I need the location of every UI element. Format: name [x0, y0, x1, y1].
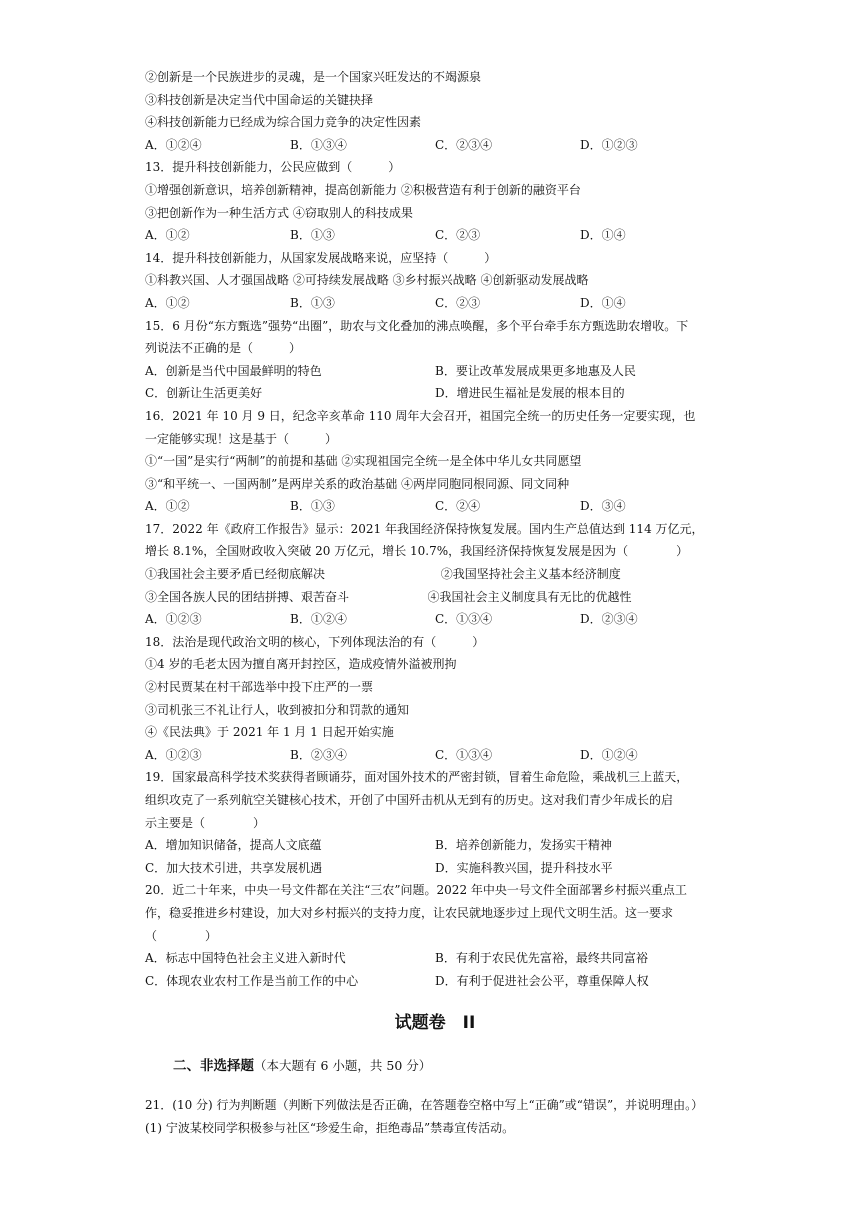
q20-stem-line-1: 20．近二十年来，中央一号文件都在关注“三农”问题。2022 年中央一号文件全面部署乡村振兴重点工 [145, 883, 687, 898]
q16-option-a: A．①② [145, 499, 190, 514]
part-heading [173, 1052, 725, 1080]
q16-option-c: C．②④ [435, 499, 481, 514]
q12-option-b: B．①③④ [290, 137, 347, 152]
q19-stem-line-1: 19．国家最高科学技术奖获得者顾诵芬，面对国外技术的严密封锁，冒着生命危险，乘战机三上蓝天， [145, 770, 689, 785]
q19-option-c: C．加大技术引进，共享发展机遇 [145, 860, 323, 875]
q20-option-c: C．体现农业农村工作是当前工作的中心 [145, 973, 359, 988]
q12-options [145, 134, 725, 157]
q12-item-2: ②创新是一个民族进步的灵魂，是一个国家兴旺发达的不竭源泉 [145, 70, 482, 84]
q13-items-2: ③把创新作为一种生活方式 ④窃取别人的科技成果 [145, 205, 413, 220]
q17-options [145, 608, 725, 631]
q17-option-d: D．②③④ [580, 612, 638, 627]
q17-stem-line-2: 增长 8.1%，全国财政收入突破 20 万亿元，增长 10.7%，我国经济保持恢复发展是因为（ ） [145, 544, 689, 559]
part-note: （本大题有 6 小题，共 50 分） [254, 1058, 432, 1074]
q16-stem-line-2: 一定能够实现！这是基于（ ） [145, 431, 338, 446]
q18-item-2: ②村民贾某在村干部选举中投下庄严的一票 [145, 680, 374, 695]
q18-option-b: B．②③④ [290, 747, 347, 762]
part-label: 二、非选择题 [173, 1058, 254, 1075]
q19-stem-line-3: 示主要是（ ） [145, 815, 266, 830]
q14-option-b: B．①③ [290, 295, 335, 310]
q20-options-row-1 [145, 947, 725, 970]
q12-option-a: A．①②④ [145, 137, 202, 152]
q13-option-a: A．①② [145, 228, 190, 243]
q20-option-b: B．有利于农民优先富裕，最终共同富裕 [435, 951, 648, 966]
q15-option-a: A．创新是当代中国最鲜明的特色 [145, 363, 322, 378]
q18-item-4: ④《民法典》于 2021 年 1 月 1 日起开始实施 [145, 725, 394, 740]
q15-stem-line-2: 列说法不正确的是（ ） [145, 341, 302, 356]
q20-options-row-2 [145, 970, 725, 993]
section-title: 试题卷 II [394, 1013, 476, 1034]
q16-options [145, 495, 725, 518]
q18-item-3: ③司机张三不礼让行人，收到被扣分和罚款的通知 [145, 702, 410, 717]
q14-items: ①科教兴国、人才强国战略 ②可持续发展战略 ③乡村振兴战略 ④创新驱动发展战略 [145, 273, 589, 288]
q18-option-a: A．①②③ [145, 747, 202, 762]
q17-items-row-2 [145, 586, 725, 609]
q14-option-a: A．①② [145, 295, 190, 310]
q13-stem: 13．提升科技创新能力，公民应做到（ ） [145, 160, 401, 175]
q15-stem-line-1: 15．6 月份“东方甄选”强势“出圈”，助农与文化叠加的沸点唤醒，多个平台牵手东方甄选助农增收。下 [145, 318, 689, 333]
q15-options-row-2 [145, 382, 725, 405]
exam-page [145, 66, 725, 1140]
q18-option-d: D．①②④ [580, 747, 638, 762]
q17-item-1: ①我国社会主要矛盾已经彻底解决 [145, 567, 326, 582]
q13-option-b: B．①③ [290, 228, 335, 243]
q17-option-a: A．①②③ [145, 612, 202, 627]
q12-item-4: ④科技创新能力已经成为综合国力竞争的决定性因素 [145, 115, 422, 130]
q20-stem-line-2: 作，稳妥推进乡村建设，加大对乡村振兴的支持力度，让农民就地逐步过上现代文明生活。这一要求 [145, 905, 674, 920]
q16-option-b: B．①③ [290, 499, 335, 514]
q17-option-b: B．①②④ [290, 612, 347, 627]
q19-options-row-2 [145, 857, 725, 880]
q17-items-row-1 [145, 563, 725, 586]
q19-option-b: B．培养创新能力，发扬实干精神 [435, 838, 612, 853]
q12-option-c: C．②③④ [435, 137, 493, 152]
q19-stem-line-2: 组织攻克了一系列航空关键核心技术，开创了中国歼击机从无到有的历史。这对我们青少年成长的启 [145, 793, 674, 807]
q19-option-d: D．实施科教兴国，提升科技水平 [435, 860, 613, 875]
q20-option-d: D．有利于促进社会公平，尊重保障人权 [435, 973, 649, 988]
q17-item-3: ③全国各族人民的团结拼搏、艰苦奋斗 [145, 589, 350, 604]
q12-item-3: ③科技创新是决定当代中国命运的关键抉择 [145, 92, 374, 107]
q21-item-1: (1) 宁波某校同学积极参与社区“珍爱生命，拒绝毒品”禁毒宣传活动。 [145, 1120, 515, 1135]
q18-item-1: ①4 岁的毛老太因为擅自离开封控区，造成疫情外溢被刑拘 [145, 657, 457, 672]
q12-option-d: D．①②③ [580, 137, 638, 152]
q14-option-d: D．①④ [580, 295, 626, 310]
q14-stem: 14．提升科技创新能力，从国家发展战略来说，应坚持（ ） [145, 250, 497, 265]
q15-option-d: D．增进民生福祉是发展的根本目的 [435, 386, 625, 401]
q18-options [145, 744, 725, 767]
q19-option-a: A．增加知识储备，提高人文底蕴 [145, 838, 322, 853]
q18-option-c: C．①③④ [435, 747, 493, 762]
q15-option-c: C．创新让生活更美好 [145, 386, 263, 401]
q20-option-a: A．标志中国特色社会主义进入新时代 [145, 951, 346, 966]
q17-item-2: ②我国坚持社会主义基本经济制度 [440, 567, 621, 582]
q15-options-row-1 [145, 360, 725, 383]
q19-options-row-1 [145, 834, 725, 857]
q17-item-4: ④我国社会主义制度具有无比的优越性 [427, 589, 632, 604]
q16-option-d: D．③④ [580, 499, 626, 514]
q13-items-1: ①增强创新意识，培养创新精神，提高创新能力 ②积极营造有利于创新的融资平台 [145, 182, 581, 197]
q18-stem: 18．法治是现代政治文明的核心，下列体现法治的有（ ） [145, 634, 485, 649]
q16-items-2: ③“和平统一、一国两制”是两岸关系的政治基础 ④两岸同胞同根同源、同文同种 [145, 476, 570, 491]
q13-option-d: D．①④ [580, 228, 626, 243]
q17-stem-line-1: 17．2022 年《政府工作报告》显示：2021 年我国经济保持恢复发展。国内生产总值达到 114 万亿元， [145, 521, 704, 536]
q13-option-c: C．②③ [435, 228, 481, 243]
q17-option-c: C．①③④ [435, 612, 493, 627]
q16-stem-line-1: 16．2021 年 10 月 9 日，纪念辛亥革命 110 周年大会召开，祖国完全统一的历史任务一定要实现，也 [145, 408, 696, 423]
q13-options [145, 224, 725, 247]
q14-options [145, 292, 725, 315]
q14-option-c: C．②③ [435, 295, 481, 310]
q16-items-1: ①“一国”是实行“两制”的前提和基础 ②实现祖国完全统一是全体中华儿女共同愿望 [145, 454, 582, 469]
q15-option-b: B．要让改革发展成果更多地惠及人民 [435, 363, 636, 378]
q20-stem-line-3: （ ） [145, 928, 218, 943]
q21-stem: 21．(10 分) 行为判断题（判断下列做法是否正确，在答题卷空格中写上“正确”或“错误”，并说明理由。） [145, 1098, 704, 1113]
